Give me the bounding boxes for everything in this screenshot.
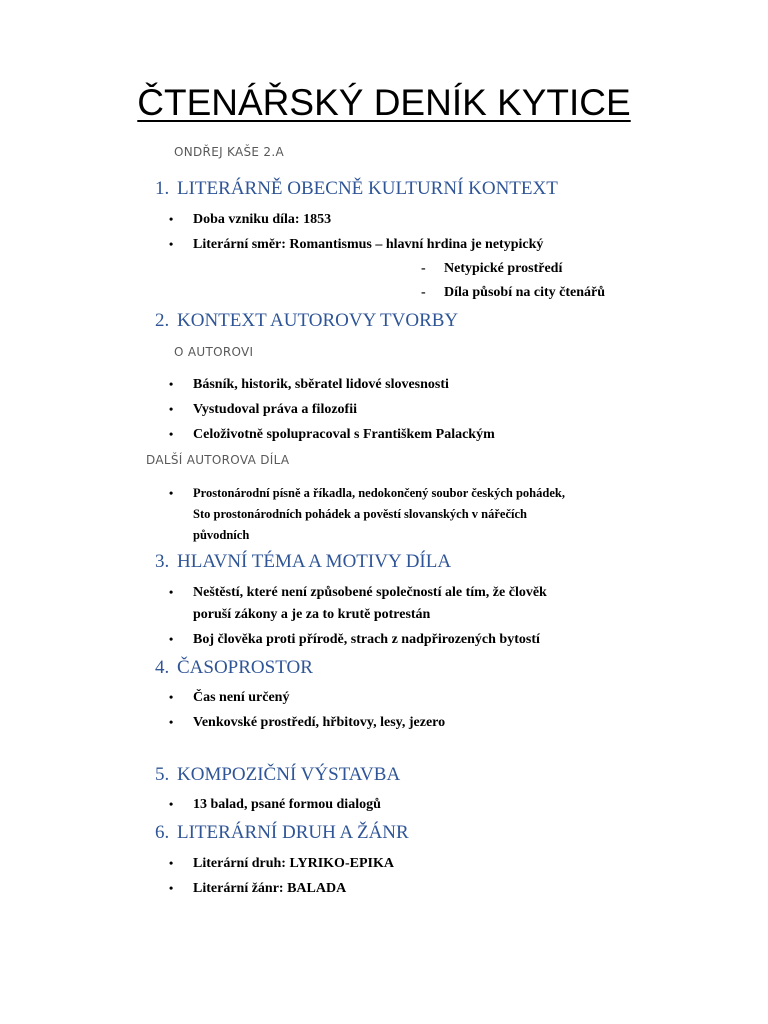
list-item (169, 237, 544, 253)
bullet-icon: • (169, 690, 174, 704)
list-item-continuation: poruší zákony a je za to krutě potrestán (193, 607, 431, 622)
section-title: ČASOPROSTOR (177, 657, 313, 678)
dash-icon: - (421, 261, 426, 276)
section-heading-5 (155, 764, 400, 786)
section-heading-1 (155, 178, 558, 200)
item-text: Básník, historik, sběratel lidové slovesnosti (193, 377, 449, 392)
list-item (169, 881, 347, 897)
section-number: 1. (155, 178, 170, 199)
section-title: KOMPOZIČNÍ VÝSTAVBA (177, 764, 401, 785)
item-text: Vystudoval práva a filozofii (193, 402, 357, 417)
section-heading-3 (155, 551, 451, 573)
list-item (169, 486, 565, 501)
section-number: 3. (155, 551, 170, 572)
item-text: Netypické prostředí (444, 261, 563, 276)
item-text: Doba vzniku díla: 1853 (193, 212, 332, 227)
item-text: Neštěstí, které není způsobené společností ale tím, že člověk (193, 585, 547, 600)
item-text: Díla působí na city čtenářů (444, 285, 606, 300)
section-heading-6 (155, 822, 409, 844)
list-item (169, 585, 547, 601)
item-text: Boj člověka proti přírodě, strach z nadpřirozených bytostí (193, 632, 540, 647)
item-text: Literární žánr: BALADA (193, 881, 347, 896)
dash-item (421, 261, 563, 277)
bullet-icon: • (169, 881, 174, 895)
item-text: Literární druh: LYRIKO-EPIKA (193, 856, 394, 871)
item-text: Prostonárodní písně a říkadla, nedokončený soubor českých pohádek, (193, 486, 565, 500)
page-title: ČTENÁŘSKÝ DENÍK KYTICE (137, 82, 631, 123)
dash-item (421, 285, 606, 301)
subheading-other-works: DALŠÍ AUTOROVA DÍLA (146, 453, 290, 467)
list-item (169, 427, 495, 443)
list-item (169, 402, 357, 418)
item-text: Čas není určený (193, 690, 290, 705)
section-title: LITERÁRNÍ DRUH A ŽÁNR (177, 822, 409, 843)
item-text: Literární směr: Romantismus – hlavní hrdina je netypický (193, 237, 544, 252)
bullet-icon: • (169, 486, 174, 500)
section-title: HLAVNÍ TÉMA A MOTIVY DÍLA (177, 551, 452, 572)
bullet-icon: • (169, 377, 174, 391)
item-text: Celoživotně spolupracoval s Františkem Palackým (193, 427, 495, 442)
bullet-icon: • (169, 797, 174, 811)
list-item (169, 797, 381, 813)
section-title: KONTEXT AUTOROVY TVORBY (177, 310, 459, 331)
item-text: 13 balad, psané formou dialogů (193, 797, 381, 812)
dash-icon: - (421, 285, 426, 300)
list-item-continuation: původních (193, 528, 250, 542)
bullet-icon: • (169, 427, 174, 441)
list-item (169, 715, 446, 731)
bullet-icon: • (169, 237, 174, 251)
section-heading-2 (155, 310, 458, 332)
list-item-continuation: Sto prostonárodních pohádek a pověstí slovanských v nářečích (193, 507, 527, 521)
list-item (169, 377, 449, 393)
section-number: 5. (155, 764, 170, 785)
section-number: 2. (155, 310, 170, 331)
section-number: 6. (155, 822, 170, 843)
section-number: 4. (155, 657, 170, 678)
bullet-icon: • (169, 585, 174, 599)
author-line: ONDŘEJ KAŠE 2.A (174, 145, 284, 159)
item-text: Venkovské prostředí, hřbitovy, lesy, jezero (193, 715, 446, 730)
bullet-icon: • (169, 856, 174, 870)
bullet-icon: • (169, 212, 174, 226)
list-item (169, 632, 540, 648)
bullet-icon: • (169, 402, 174, 416)
subheading-about-author: O AUTOROVI (174, 345, 254, 359)
bullet-icon: • (169, 632, 174, 646)
list-item (169, 212, 332, 228)
list-item (169, 856, 394, 872)
section-title: LITERÁRNĚ OBECNĚ KULTURNÍ KONTEXT (177, 178, 558, 199)
section-heading-4 (155, 657, 313, 679)
list-item (169, 690, 290, 706)
bullet-icon: • (169, 715, 174, 729)
